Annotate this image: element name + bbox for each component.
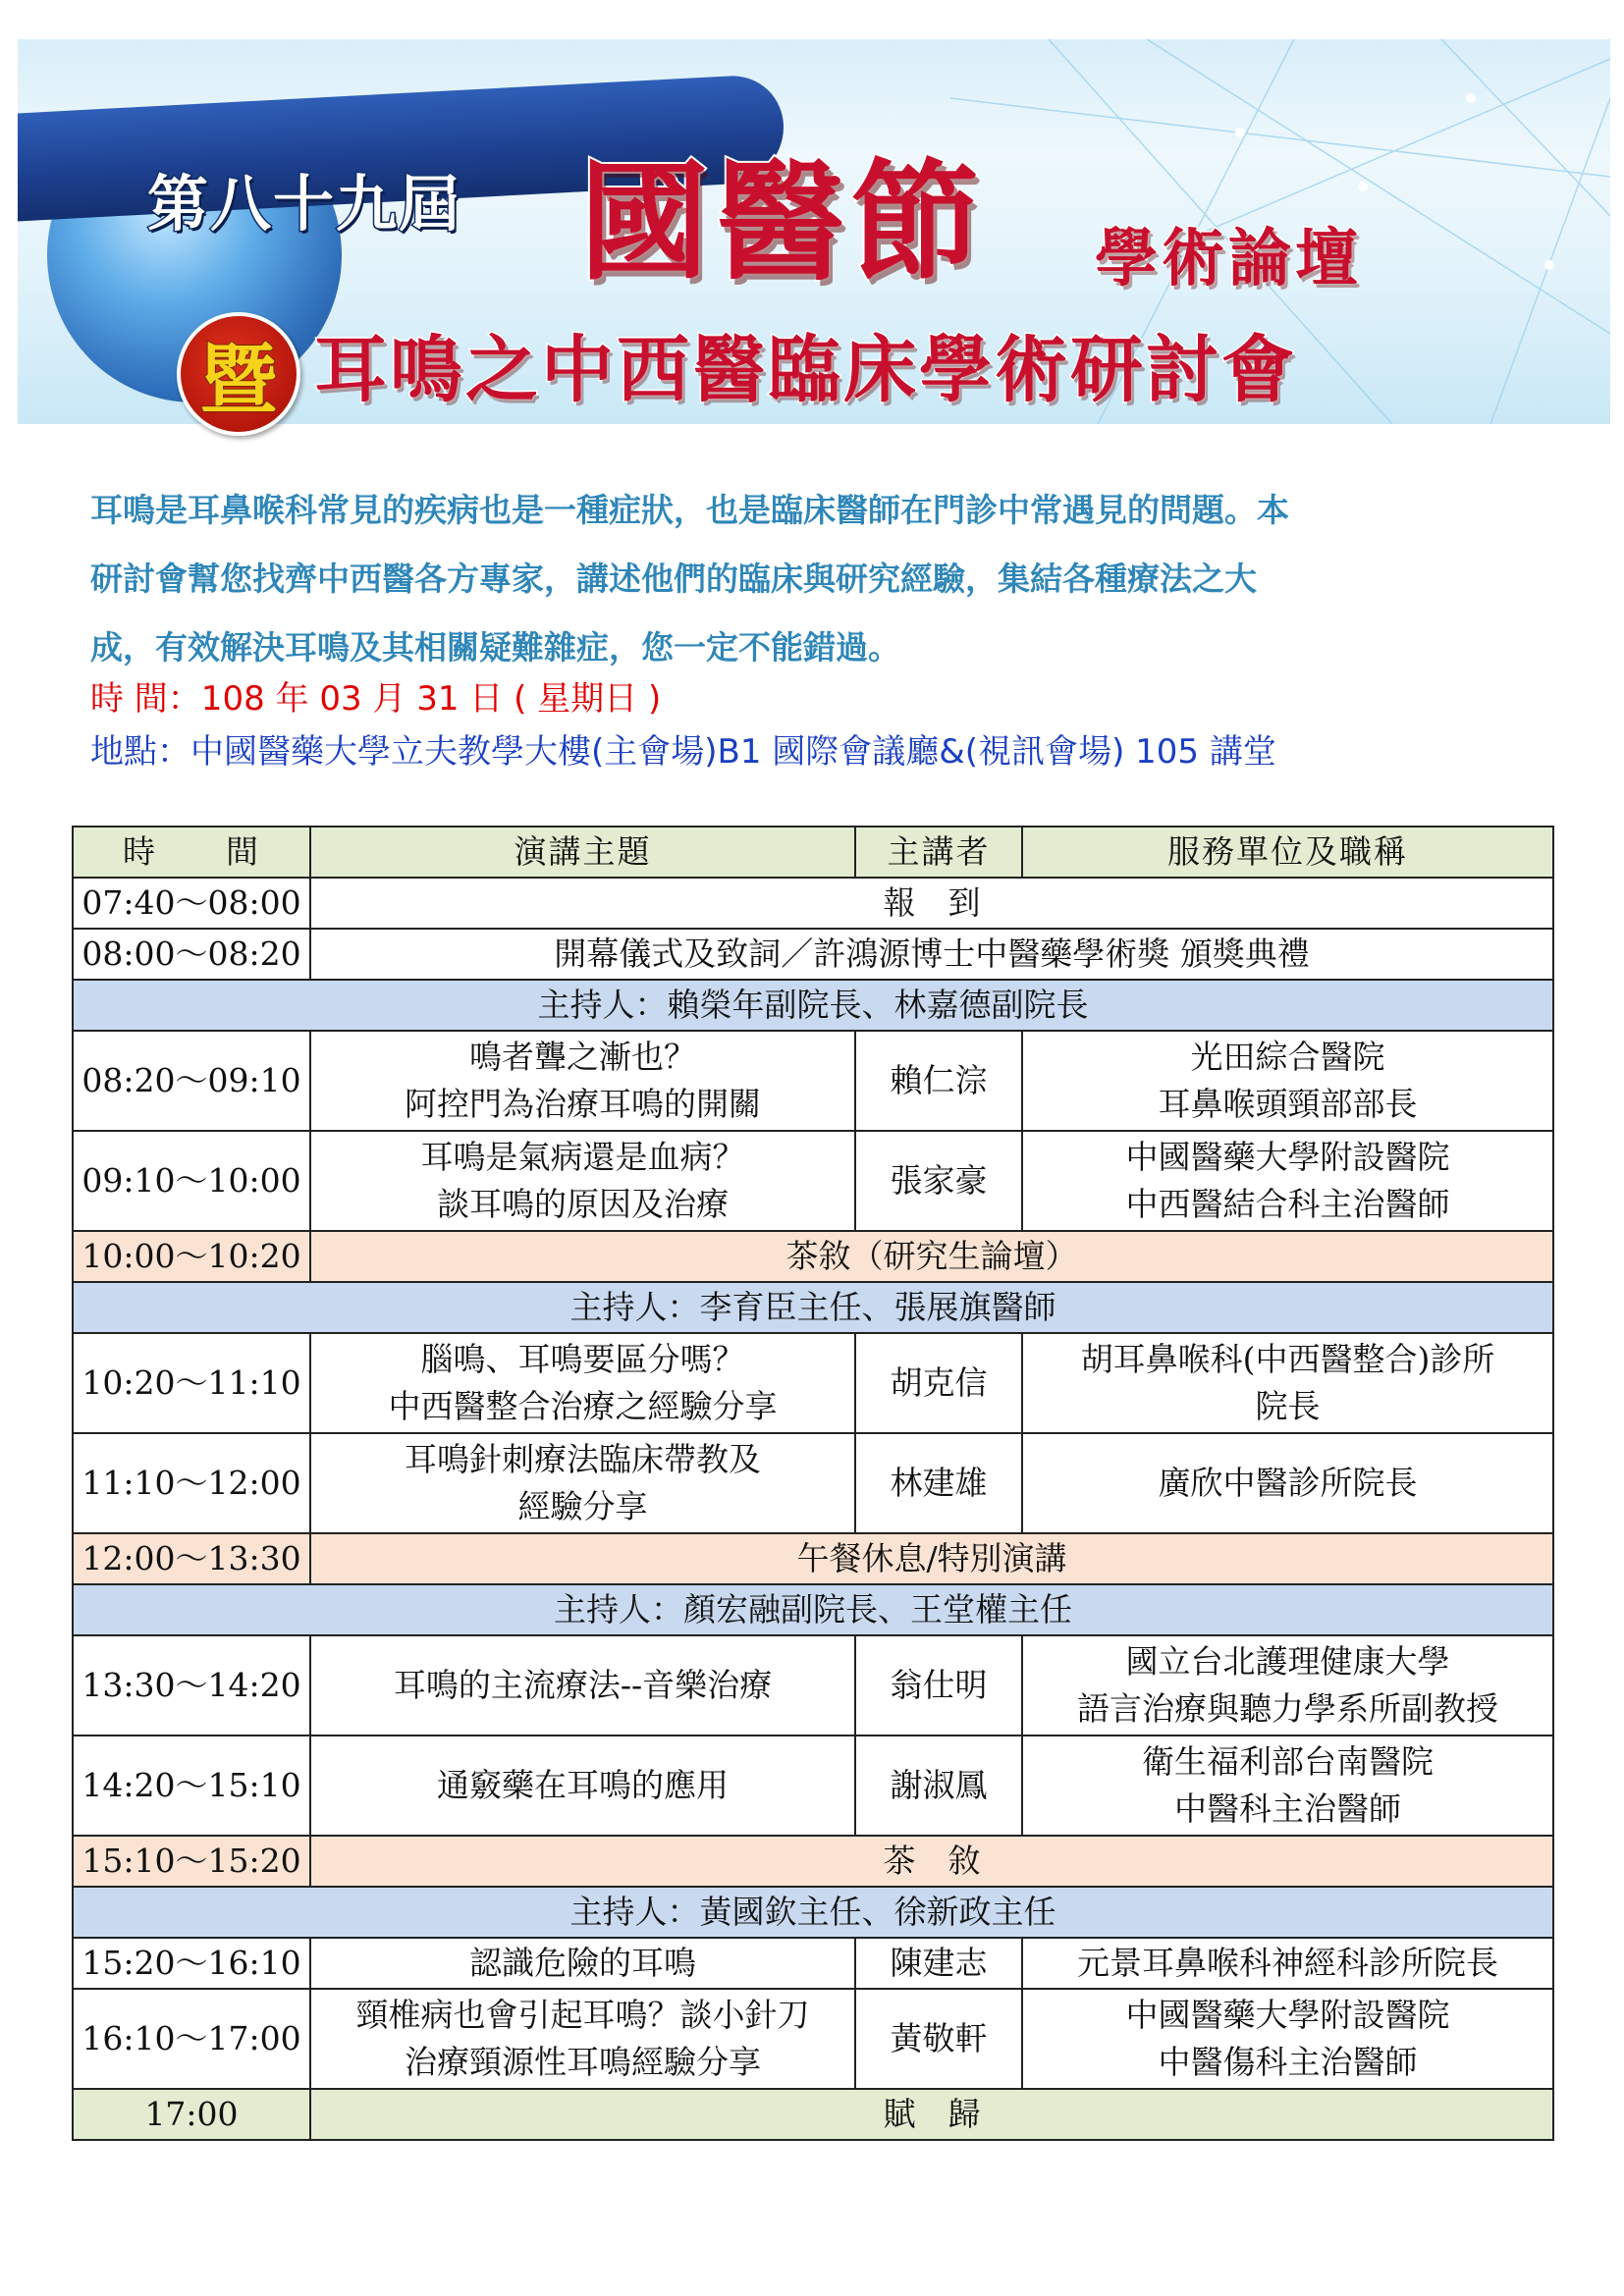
time-cell: 15:10～15:20 <box>73 1836 310 1887</box>
forum-subtitle: 學術論壇 <box>1095 223 1362 295</box>
span-cell: 茶 敘 <box>310 1836 1553 1887</box>
host-row <box>73 1887 1553 1938</box>
topic-line: 腦鳴、耳鳴要區分嗎？ <box>420 1340 745 1378</box>
time-cell: 16:10～17:00 <box>73 1989 310 2089</box>
table-row <box>73 1433 1553 1533</box>
break-row <box>73 1533 1553 1584</box>
event-time: 時 間：108 年 03 月 31 日 ( 星期日 ) <box>90 679 662 719</box>
topic-line: 頸椎病也會引起耳鳴？談小針刀 <box>355 1996 810 2034</box>
topic-cell: 認識危險的耳鳴 <box>310 1938 855 1989</box>
header-speaker: 主講者 <box>855 827 1022 878</box>
topic-line: 鳴者聾之漸也？ <box>469 1038 696 1076</box>
table-row <box>73 929 1553 980</box>
span-cell: 開幕儀式及致詞／許鴻源博士中醫藥學術獎 頒獎典禮 <box>310 929 1553 980</box>
topic-line: 談耳鳴的原因及治療 <box>437 1185 729 1223</box>
affiliation-line: 光田綜合醫院 <box>1190 1038 1385 1076</box>
time-cell: 10:20～11:10 <box>73 1333 310 1433</box>
affiliation-line: 中醫科主治醫師 <box>1174 1789 1401 1828</box>
header-affiliation: 服務單位及職稱 <box>1022 827 1553 878</box>
topic-cell <box>310 1333 855 1433</box>
topic-cell <box>310 1131 855 1231</box>
table-header-row <box>73 827 1553 878</box>
speaker-cell: 賴仁淙 <box>855 1031 1022 1131</box>
span-cell: 午餐休息/特別演講 <box>310 1533 1553 1584</box>
host-row <box>73 1282 1553 1333</box>
time-cell: 08:20～09:10 <box>73 1031 310 1131</box>
table-row <box>73 1031 1553 1131</box>
affiliation-line: 語言治療與聽力學系所副教授 <box>1077 1689 1498 1728</box>
time-cell: 15:20～16:10 <box>73 1938 310 1989</box>
table-row <box>73 878 1553 929</box>
speaker-cell: 翁仕明 <box>855 1635 1022 1735</box>
affiliation-cell: 元景耳鼻喉科神經科診所院長 <box>1022 1938 1553 1989</box>
host-row <box>73 1584 1553 1635</box>
speaker-cell: 張家豪 <box>855 1131 1022 1231</box>
header-time: 時 間 <box>73 827 310 878</box>
header-topic: 演講主題 <box>310 827 855 878</box>
time-cell: 12:00～13:30 <box>73 1533 310 1584</box>
host-row <box>73 980 1553 1031</box>
host-cell: 主持人：黃國欽主任、徐新政主任 <box>73 1887 1553 1938</box>
affiliation-cell <box>1022 1031 1553 1131</box>
affiliation-line: 中西醫結合科主治醫師 <box>1125 1185 1450 1223</box>
speaker-cell: 林建雄 <box>855 1433 1022 1533</box>
topic-line: 經驗分享 <box>517 1487 648 1525</box>
time-cell: 09:10～10:00 <box>73 1131 310 1231</box>
topic-cell <box>310 1989 855 2089</box>
affiliation-line: 國立台北護理健康大學 <box>1125 1642 1450 1681</box>
affiliation-cell <box>1022 1333 1553 1433</box>
speaker-cell: 胡克信 <box>855 1333 1022 1433</box>
affiliation-cell <box>1022 1989 1553 2089</box>
ji-badge-char: 暨 <box>199 337 277 425</box>
intro-line: 研討會幫您找齊中西醫各方專家，講述他們的臨床與研究經驗，集結各種療法之大 <box>90 560 1257 598</box>
affiliation-line: 中國醫藥大學附設醫院 <box>1125 1996 1450 2034</box>
affiliation-cell: 廣欣中醫診所院長 <box>1022 1433 1553 1533</box>
table-row <box>73 1735 1553 1836</box>
time-cell: 13:30～14:20 <box>73 1635 310 1735</box>
closing-row <box>73 2089 1553 2140</box>
event-place: 地點：中國醫藥大學立夫教學大樓(主會場)B1 國際會議廳&(視訊會場) 105 講堂 <box>90 732 1276 772</box>
intro-paragraph <box>90 476 1524 682</box>
affiliation-cell <box>1022 1635 1553 1735</box>
topic-cell <box>310 1031 855 1131</box>
topic-line: 耳鳴是氣病還是血病？ <box>420 1138 745 1176</box>
affiliation-line: 衛生福利部台南醫院 <box>1142 1742 1434 1781</box>
break-row <box>73 1231 1553 1282</box>
schedule-table <box>72 826 1554 2141</box>
span-cell: 茶敘（研究生論壇） <box>310 1231 1553 1282</box>
time-cell: 07:40～08:00 <box>73 878 310 929</box>
ji-badge <box>177 312 300 436</box>
span-cell: 報 到 <box>310 878 1553 929</box>
table-row <box>73 1938 1553 1989</box>
host-cell: 主持人：賴榮年副院長、林嘉德副院長 <box>73 980 1553 1031</box>
host-cell: 主持人：顏宏融副院長、王堂權主任 <box>73 1584 1553 1635</box>
affiliation-line: 中國醫藥大學附設醫院 <box>1125 1138 1450 1176</box>
affiliation-cell <box>1022 1131 1553 1231</box>
affiliation-line: 胡耳鼻喉科(中西醫整合)診所 <box>1080 1340 1495 1378</box>
main-title: 國醫節 <box>579 147 986 298</box>
affiliation-cell <box>1022 1735 1553 1836</box>
affiliation-line: 院長 <box>1255 1387 1321 1425</box>
topic-line: 阿控門為治療耳鳴的開關 <box>405 1085 761 1123</box>
topic-line: 中西醫整合治療之經驗分享 <box>388 1387 778 1425</box>
table-row <box>73 1131 1553 1231</box>
topic-line: 耳鳴針刺療法臨床帶教及 <box>405 1440 761 1478</box>
affiliation-line: 耳鼻喉頭頸部部長 <box>1158 1085 1418 1123</box>
time-cell: 08:00～08:20 <box>73 929 310 980</box>
topic-line: 治療頸源性耳鳴經驗分享 <box>405 2043 761 2081</box>
speaker-cell: 陳建志 <box>855 1938 1022 1989</box>
time-cell: 14:20～15:10 <box>73 1735 310 1836</box>
host-cell: 主持人：李育臣主任、張展旗醫師 <box>73 1282 1553 1333</box>
topic-cell <box>310 1433 855 1533</box>
time-cell: 17:00 <box>73 2089 310 2140</box>
time-cell: 11:10～12:00 <box>73 1433 310 1533</box>
intro-line: 耳鳴是耳鼻喉科常見的疾病也是一種症狀，也是臨床醫師在門診中常遇見的問題。本 <box>90 491 1289 529</box>
table-row <box>73 1635 1553 1735</box>
break-row <box>73 1836 1553 1887</box>
table-row <box>73 1333 1553 1433</box>
edition-label: 第八十九屆 <box>147 168 462 240</box>
topic-cell: 通竅藥在耳鳴的應用 <box>310 1735 855 1836</box>
time-cell: 10:00～10:20 <box>73 1231 310 1282</box>
speaker-cell: 謝淑鳳 <box>855 1735 1022 1836</box>
intro-line: 成，有效解決耳鳴及其相關疑難雜症，您一定不能錯過。 <box>90 628 900 667</box>
table-row <box>73 1989 1553 2089</box>
symposium-subtitle: 耳鳴之中西醫臨床學術研討會 <box>314 328 1297 412</box>
affiliation-line: 中醫傷科主治醫師 <box>1158 2043 1418 2081</box>
speaker-cell: 黃敬軒 <box>855 1989 1022 2089</box>
topic-cell: 耳鳴的主流療法--音樂治療 <box>310 1635 855 1735</box>
span-cell: 賦 歸 <box>310 2089 1553 2140</box>
